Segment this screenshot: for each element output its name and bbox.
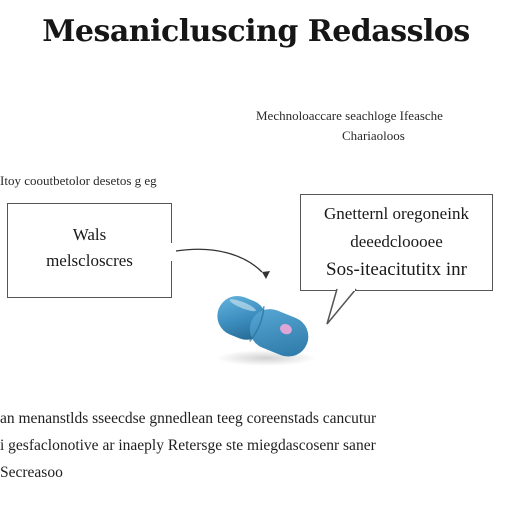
top-note-line-1: Mechnoloaccare seachloge Ifeasche bbox=[256, 108, 443, 123]
right-bubble-line-1: Gnetternl oregoneink bbox=[324, 204, 469, 223]
left-note: Itoy cooutbetolor desetos g eg bbox=[0, 173, 157, 188]
right-bubble-line-3: Sos-iteacitutitx inr bbox=[326, 259, 467, 280]
top-right-note bbox=[256, 106, 496, 146]
paragraph-line-2: i gesfaclonotive ar inaeply Retersge ste miegdascosenr saner bbox=[0, 437, 376, 454]
description-paragraph bbox=[0, 405, 512, 486]
left-bubble-line-1: Wals bbox=[72, 225, 107, 244]
arrow-icon bbox=[176, 249, 270, 279]
paragraph-line-3: Secreasoo bbox=[0, 464, 63, 481]
left-speech-bubble bbox=[7, 203, 172, 298]
diagram-title: Mesanicluscing Redasslos bbox=[42, 14, 470, 49]
right-speech-bubble bbox=[300, 194, 493, 291]
capsule-pill-icon bbox=[211, 290, 316, 366]
right-bubble-line-2: deeedcloooee bbox=[350, 232, 443, 251]
left-bubble-line-2: melscloscres bbox=[46, 251, 133, 270]
top-note-line-2: Chariaoloos bbox=[342, 128, 405, 143]
paragraph-line-1: an menanstlds sseecdse gnnedlean teeg coreenstads cancutur bbox=[0, 410, 377, 427]
